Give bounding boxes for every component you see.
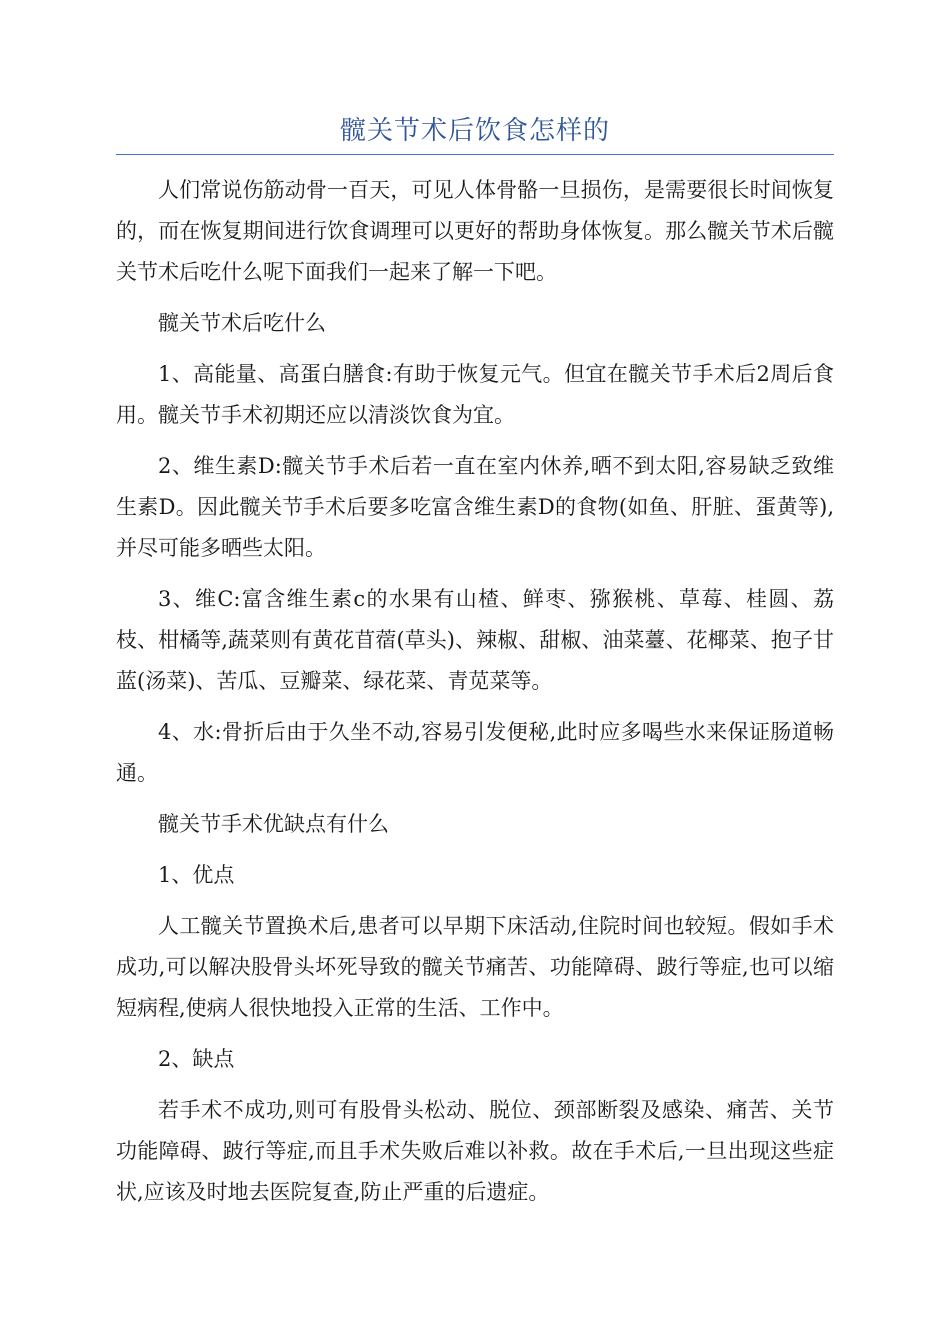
document-body [116, 170, 834, 1223]
subheading-pros: 1、优点 [158, 863, 235, 887]
title-underline [116, 154, 834, 155]
list-item-vitamin-c: 3、维C:富含维生素c的水果有山楂、鲜枣、猕猴桃、草莓、桂圆、荔枝、柑橘等,蔬菜则有黄花苜蓿(草头)、辣椒、甜椒、油菜薹、花椰菜、抱子甘蓝(汤菜)、苦瓜、豆瓣菜、绿花菜、青苋菜等。 [116, 587, 834, 693]
pros-paragraph: 人工髋关节置换术后,患者可以早期下床活动,住院时间也较短。假如手术成功,可以解决股骨头坏死导致的髋关节痛苦、功能障碍、跛行等症,也可以缩短病程,使病人很快地投入正常的生活、工作中。 [116, 914, 834, 1020]
cons-paragraph: 若手术不成功,则可有股骨头松动、脱位、颈部断裂及感染、痛苦、关节功能障碍、跛行等症,而且手术失败后难以补救。故在手术后,一旦出现这些症状,应该及时地去医院复查,防止严重的后遗症。 [116, 1098, 834, 1204]
intro-paragraph: 人们常说伤筋动骨一百天，可见人体骨骼一旦损伤，是需要很长时间恢复的，而在恢复期间进行饮食调理可以更好的帮助身体恢复。那么髋关节术后髋关节术后吃什么呢下面我们一起来了解一下吧。 [116, 178, 834, 284]
list-item-protein: 1、高能量、高蛋白膳食:有助于恢复元气。但宜在髋关节手术后2周后食用。髋关节手术初期还应以清淡饮食为宜。 [116, 362, 834, 427]
section-heading-pros-cons: 髋关节手术优缺点有什么 [158, 812, 389, 836]
subheading-cons: 2、缺点 [158, 1047, 235, 1071]
list-item-water: 4、水:骨折后由于久坐不动,容易引发便秘,此时应多喝些水来保证肠道畅通。 [116, 720, 834, 785]
section-heading-diet: 髋关节术后吃什么 [158, 311, 326, 335]
page-title: 髋关节术后饮食怎样的 [339, 116, 610, 146]
list-item-vitamin-d: 2、维生素D:髋关节手术后若一直在室内休养,晒不到太阳,容易缺乏致维生素D。因此髋关节手术后要多吃富含维生素D的食物(如鱼、肝脏、蛋黄等),并尽可能多晒些太阳。 [116, 454, 834, 560]
